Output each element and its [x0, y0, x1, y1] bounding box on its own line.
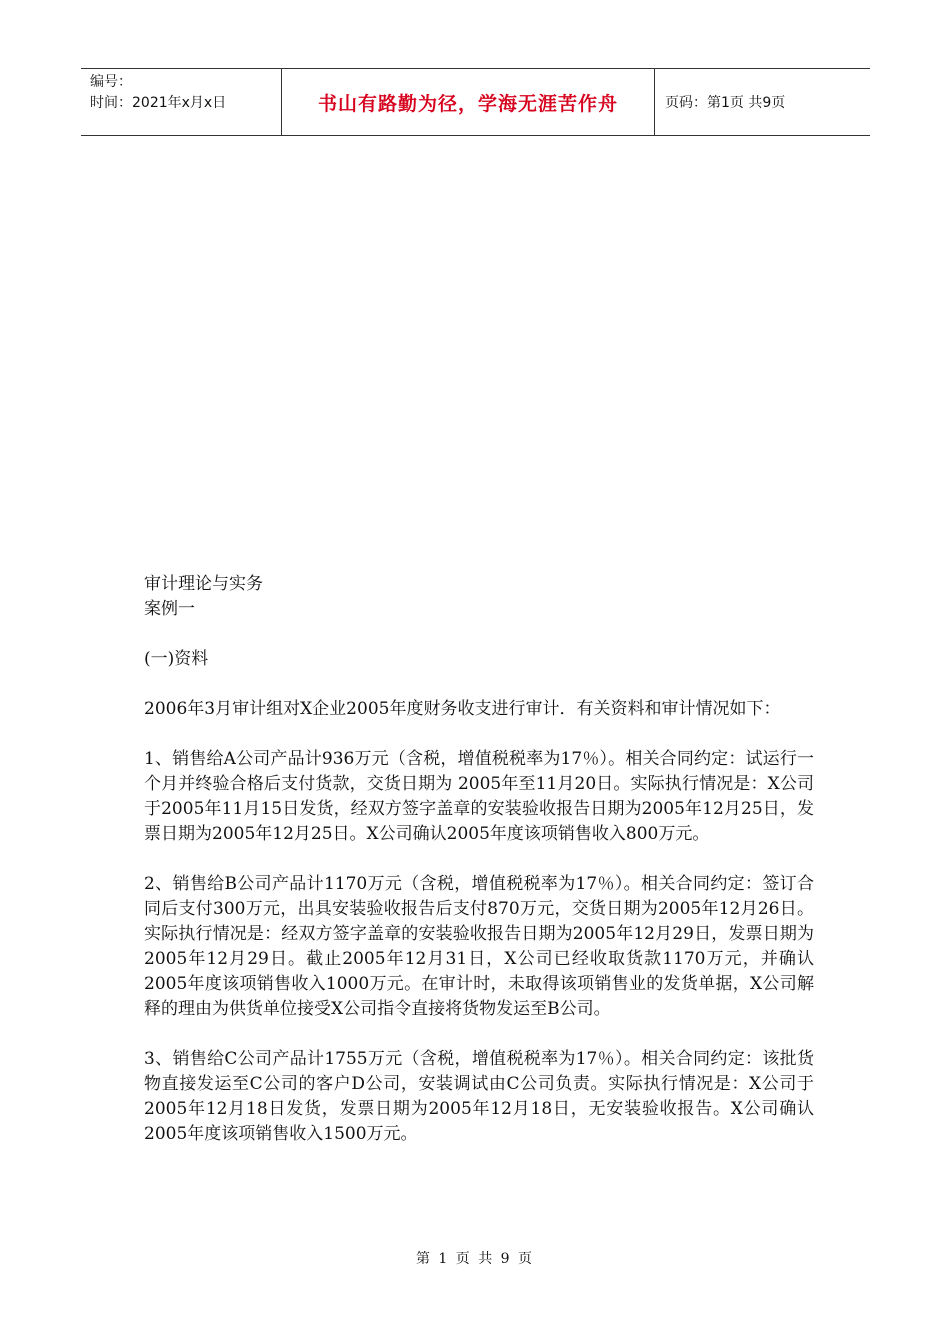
header-page-info: 页码：第1页 共9页: [665, 95, 786, 111]
paragraph-item-1: 1、销售给A公司产品计936万元（含税，增值税税率为17％）。相关合同约定：试运行一个月并终验合格后支付货款，交货日期为 2005年至11月20日。实际执行情况是：X公司于2005年11月15日发货，经双方签字盖章的安装验收报告日期为2005年12月25日，发票日期为2005年12月25日。X公司确认2005年度该项销售收入800万元。: [144, 749, 814, 844]
paragraph-intro: 2006年3月审计组对X企业2005年度财务收支进行审计．有关资料和审计情况如下：: [144, 699, 781, 719]
paragraph-item-3: 3、销售给C公司产品计1755万元（含税，增值税税率为17％）。相关合同约定：该批货物直接发运至C公司的客户D公司，安装调试由C公司负责。实际执行情况是：X公司于2005年12月18日发货，发票日期为2005年12月18日，无安装验收报告。X公司确认2005年度该项销售收入1500万元。: [144, 1049, 814, 1144]
header-meta: [81, 69, 282, 135]
document-body: [144, 572, 814, 1147]
document-title: 审计理论与实务: [144, 574, 263, 594]
code-label: 编号：: [90, 74, 132, 90]
time-label: 时间：2021年x月x日: [90, 95, 227, 111]
case-title: 案例一: [144, 599, 195, 619]
paragraph-item-2: 2、销售给B公司产品计1170万元（含税，增值税税率为17％）。相关合同约定：签订合同后支付300万元，出具安装验收报告后支付870万元，交货日期为2005年12月26日。实际执行情况是：经双方签字盖章的安装验收报告日期为2005年12月29日，发票日期为2005年12月29日。截止2005年12月31日，X公司已经收取货款1170万元，并确认2005年度该项销售收入1000万元。在审计时，未取得该项销售业的发货单据，X公司解释的理由为供货单位接受X公司指令直接将货物发运至B公司。: [144, 874, 814, 1019]
section-title: (一)资料: [144, 649, 209, 669]
header-motto: 书山有路勤为径，学海无涯苦作舟: [282, 69, 655, 135]
page-footer: 第 1 页 共 9 页: [415, 1251, 535, 1267]
page-header: [81, 68, 870, 136]
